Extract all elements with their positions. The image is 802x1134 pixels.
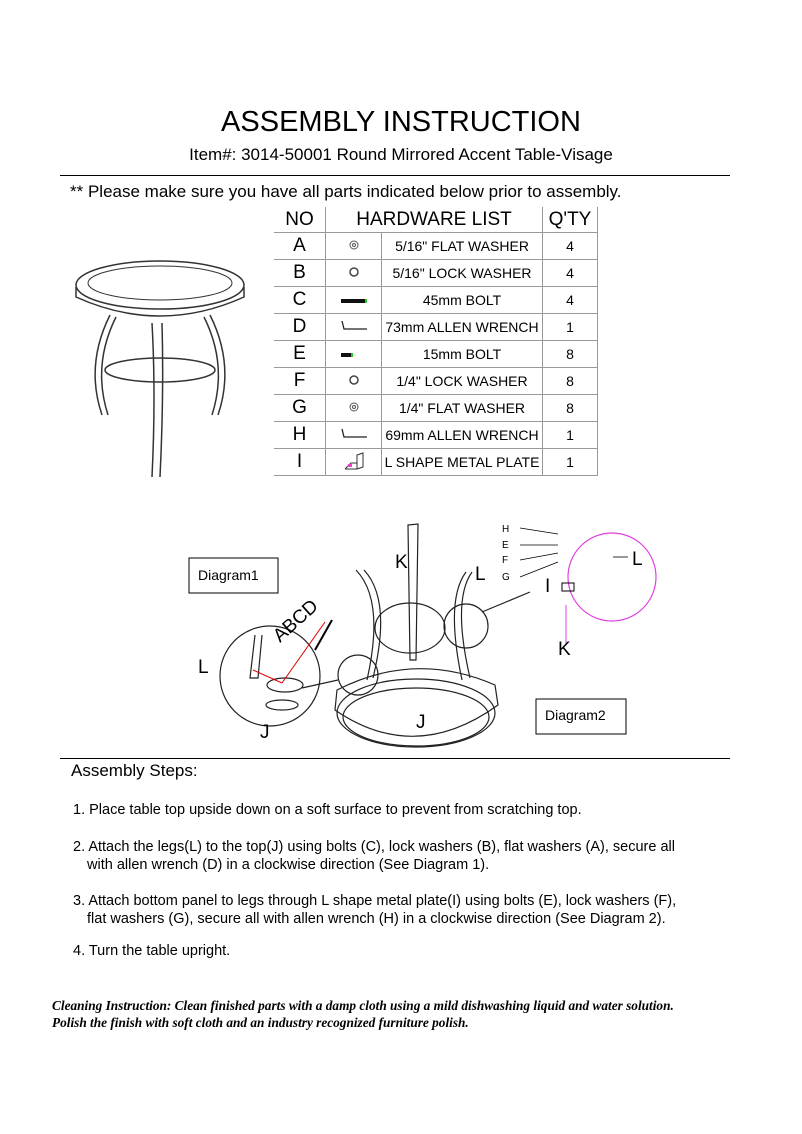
part-description: 1/4" FLAT WASHER xyxy=(382,395,543,422)
step-4 xyxy=(73,942,733,960)
part-no: H xyxy=(274,422,326,449)
cleaning-line: Cleaning Instruction: Clean finished parts with a damp cloth using a mild dishwashing liquid and water solution. xyxy=(52,998,674,1013)
part-qty: 1 xyxy=(543,422,598,449)
step-1 xyxy=(73,801,733,819)
page-title: ASSEMBLY INSTRUCTION xyxy=(221,106,581,138)
part-no: A xyxy=(274,233,326,260)
table-row xyxy=(274,368,598,395)
part-qty: 8 xyxy=(543,395,598,422)
table-illustration xyxy=(70,255,250,485)
allen-wrench-icon xyxy=(326,422,382,449)
lock-washer-icon xyxy=(326,368,382,395)
part-no: B xyxy=(274,260,326,287)
step-text: 1. Place table top upside down on a soft surface to prevent from scratching top. xyxy=(73,802,582,818)
table-row xyxy=(274,449,598,476)
part-no: D xyxy=(274,314,326,341)
bolt-icon xyxy=(326,341,382,368)
part-no: G xyxy=(274,395,326,422)
label-l-main: L xyxy=(475,564,486,585)
label-l-detail2: L xyxy=(632,549,643,570)
label-l-detail: L xyxy=(198,657,209,678)
part-description: 73mm ALLEN WRENCH xyxy=(382,314,543,341)
cleaning-line: Polish the finish with soft cloth and an industry recognized furniture polish. xyxy=(52,1015,469,1030)
table-row xyxy=(274,395,598,422)
diagram2-callout xyxy=(568,533,656,621)
header-list: HARDWARE LIST xyxy=(326,207,543,233)
label-abcd: ABCD xyxy=(269,595,323,647)
header-no: NO xyxy=(274,207,326,233)
table-header xyxy=(274,207,598,233)
label-j-detail: J xyxy=(260,722,270,743)
part-description: 1/4" LOCK WASHER xyxy=(382,368,543,395)
step-text-cont: flat washers (G), secure all with allen wrench (H) in a clockwise direction (See Diagram 2). xyxy=(87,911,666,927)
step-text-cont: with allen wrench (D) in a clockwise direction (See Diagram 1). xyxy=(87,857,490,873)
part-qty: 1 xyxy=(543,449,598,476)
assembly-steps-title: Assembly Steps: xyxy=(71,761,198,780)
diagram1-label: Diagram1 xyxy=(198,567,259,583)
parts-note: ** Please make sure you have all parts indicated below prior to assembly. xyxy=(70,182,622,201)
label-h: H xyxy=(502,524,510,535)
label-f: F xyxy=(502,555,509,566)
table-row xyxy=(274,233,598,260)
part-no: I xyxy=(274,449,326,476)
part-description: L SHAPE METAL PLATE xyxy=(382,449,543,476)
part-description: 5/16" LOCK WASHER xyxy=(382,260,543,287)
label-e: E xyxy=(502,540,509,551)
part-no: F xyxy=(274,368,326,395)
header-qty: Q'TY xyxy=(543,207,598,233)
label-k-detail: K xyxy=(558,639,571,660)
step-text: 2. Attach the legs(L) to the top(J) using bolts (C), lock washers (B), flat washers (A), secure all xyxy=(73,839,675,855)
cleaning-instruction xyxy=(52,997,772,1031)
label-j-main: J xyxy=(416,712,426,733)
part-no: C xyxy=(274,287,326,314)
divider xyxy=(60,175,730,176)
part-qty: 4 xyxy=(543,260,598,287)
part-description: 45mm BOLT xyxy=(382,287,543,314)
table-row xyxy=(274,314,598,341)
diagram2-label: Diagram2 xyxy=(545,707,606,723)
step-text: 4. Turn the table upright. xyxy=(73,943,231,959)
table-row xyxy=(274,260,598,287)
lock-washer-icon xyxy=(326,260,382,287)
l-plate-icon xyxy=(326,449,382,476)
part-qty: 8 xyxy=(543,341,598,368)
flat-washer-icon xyxy=(326,233,382,260)
table-row xyxy=(274,422,598,449)
divider xyxy=(60,758,730,759)
part-description: 5/16" FLAT WASHER xyxy=(382,233,543,260)
table-top-drawing xyxy=(220,524,530,747)
flat-washer-icon xyxy=(326,395,382,422)
label-g: G xyxy=(502,572,510,583)
hardware-table xyxy=(274,207,598,476)
step-3 xyxy=(73,892,733,928)
part-description: 69mm ALLEN WRENCH xyxy=(382,422,543,449)
part-qty: 1 xyxy=(543,314,598,341)
part-qty: 4 xyxy=(543,287,598,314)
assembly-diagram xyxy=(180,500,740,755)
part-qty: 4 xyxy=(543,233,598,260)
allen-wrench-icon xyxy=(326,314,382,341)
label-k-main: K xyxy=(395,552,408,573)
item-subtitle: Item#: 3014-50001 Round Mirrored Accent Table-Visage xyxy=(189,145,613,164)
bolt-icon xyxy=(326,287,382,314)
step-text: 3. Attach bottom panel to legs through L shape metal plate(I) using bolts (E), lock washers (F), xyxy=(73,893,677,909)
label-i: I xyxy=(545,576,551,597)
table-row xyxy=(274,341,598,368)
step-2 xyxy=(73,838,733,874)
part-no: E xyxy=(274,341,326,368)
table-row xyxy=(274,287,598,314)
part-description: 15mm BOLT xyxy=(382,341,543,368)
part-qty: 8 xyxy=(543,368,598,395)
